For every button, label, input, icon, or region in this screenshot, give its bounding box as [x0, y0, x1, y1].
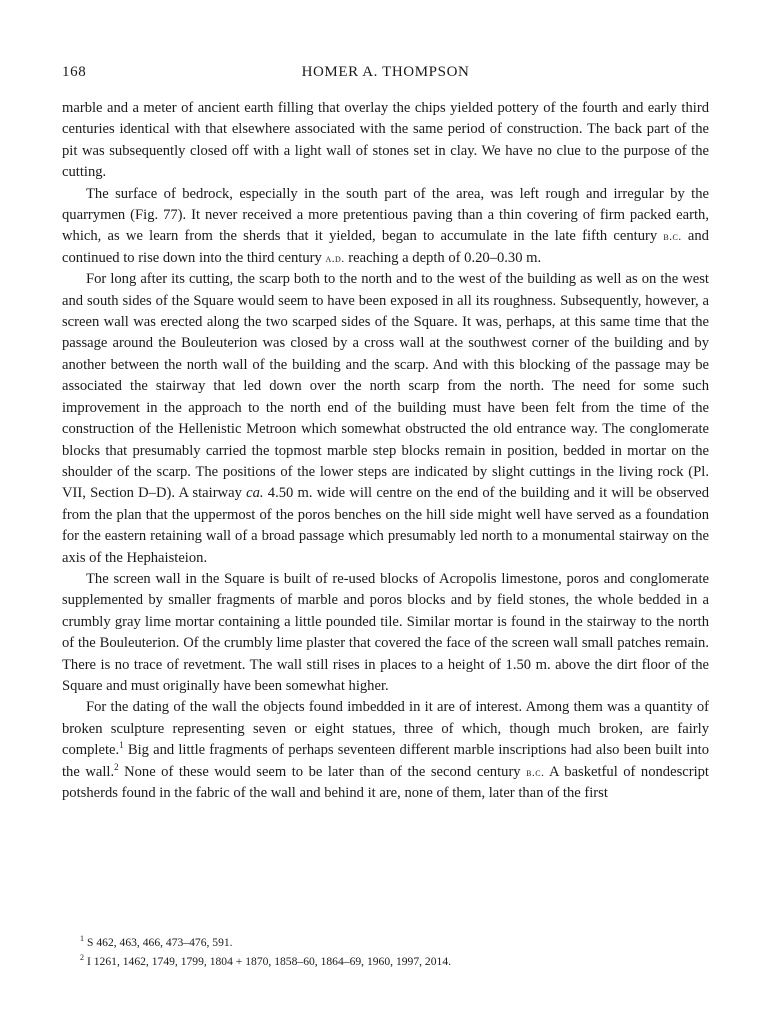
paragraph-5-text-c: None of these would seem to be later than of the second century	[118, 763, 527, 780]
footnote-text: S 462, 463, 466, 473–476, 591.	[87, 936, 233, 949]
paragraph-2-text-c: reaching a depth of 0.20–0.30 m.	[344, 249, 542, 266]
paragraph-1-text: marble and a meter of ancient earth filling that overlay the chips yielded pottery of the fourth and early third centuries identical with that elsewhere associated with the same period of construction. The back part of the pit was subsequently closed off with a light wall of stones set in clay. We have no clue to the purpose of the cutting.	[62, 100, 709, 181]
paragraph-3-text-b: 4.50 m. wide will centre on the end of the building and it will be observed from the plan that the uppermost of the poros benches on the hill side might well have served as a foundation for the eastern retaining wall of a broad passage which presumably led north to a monumental stairway on the axis of the Hephaisteion.	[62, 485, 709, 566]
footnote	[62, 952, 709, 971]
paragraph-5-text-a: For the dating of the wall the objects found imbedded in it are of interest. Among them was a quantity of broken sculpture representing seven or eight statues, three of which, though much broken, are fairly complete.	[62, 699, 709, 759]
footnote	[62, 933, 709, 952]
paragraph-5-text-d: A basketful of nondescript potsherds found in the fabric of the wall and behind it are, none of them, later than of the first	[62, 763, 709, 801]
footnote-marker: 2	[80, 953, 84, 962]
circa-abbrev: ca.	[246, 485, 264, 502]
footnotes	[62, 933, 709, 971]
paragraph-2	[62, 184, 709, 270]
paragraph-5	[62, 697, 709, 804]
paragraph-2-text-a: The surface of bedrock, especially in the south part of the area, was left rough and irregular by the quarrymen (Fig. 77). It never received a more pretentious paving than a thin covering of firm packed earth, which, as we learn from the sherds that it yielded, began to accumulate in the late fifth century	[62, 185, 709, 245]
paragraph-1	[62, 98, 709, 184]
paragraph-5-text-b: Big and little fragments of perhaps seventeen different marble inscriptions had also been built into the wall.	[62, 742, 709, 780]
footnote-text: I 1261, 1462, 1749, 1799, 1804 + 1870, 1858–60, 1864–69, 1960, 1997, 2014.	[87, 955, 452, 968]
paragraph-3-text-a: For long after its cutting, the scarp both to the north and to the west of the building as well as on the west and south sides of the Square would seem to have been exposed in all its roughness. Subsequently, however, a screen wall was erected along the two scarped sides of the Square. It was, perhaps, at this same time that the passage around the Bouleuterion was closed by a cross wall at the southwest corner of the building and by another between the north wall of the building and the scarp. And with this blocking of the passage may be associated the stairway that led down over the north scarp from the north. The need for some such improvement in the approach to the north end of the building must have been felt from the time of the construction of the Hellenistic Metroon which somewhat obstructed the old entrance way. The conglomerate blocks that presumably carried the topmost marble step blocks remain in position, bedded in mortar on the shoulder of the scarp. The positions of the lower steps are indicated by slight cuttings in the living rock (Pl. VII, Section D–D). A stairway	[62, 271, 709, 502]
page-number: 168	[62, 64, 87, 80]
body-text	[62, 98, 709, 804]
era-abbrev-bc-2: b.c.	[526, 764, 545, 779]
running-head	[62, 64, 709, 86]
footnote-marker: 1	[80, 934, 84, 943]
paragraph-4-text: The screen wall in the Square is built of re-used blocks of Acropolis limestone, poros and conglomerate supplemented by smaller fragments of marble and poros blocks and by field stones, the whole bedded in a crumbly gray lime mortar containing a little pounded tile. Similar mortar is found in the stairway to the north of the Bouleuterion. Of the crumbly lime plaster that covered the face of the screen wall small patches remain. There is no trace of revetment. The wall still rises in places to a height of 1.50 m. above the dirt floor of the Square and must originally have been somewhat higher.	[62, 570, 709, 694]
paragraph-3	[62, 269, 709, 569]
footnote-ref-1[interactable]: 1	[119, 740, 124, 751]
running-title: HOMER A. THOMPSON	[301, 64, 470, 80]
footnote-ref-2[interactable]: 2	[114, 761, 119, 772]
paragraph-4	[62, 569, 709, 697]
era-abbrev-ad: a.d.	[325, 250, 345, 265]
paragraph-2-text-b: and continued to rise down into the third century	[62, 228, 709, 266]
era-abbrev-bc: b.c.	[663, 229, 682, 244]
